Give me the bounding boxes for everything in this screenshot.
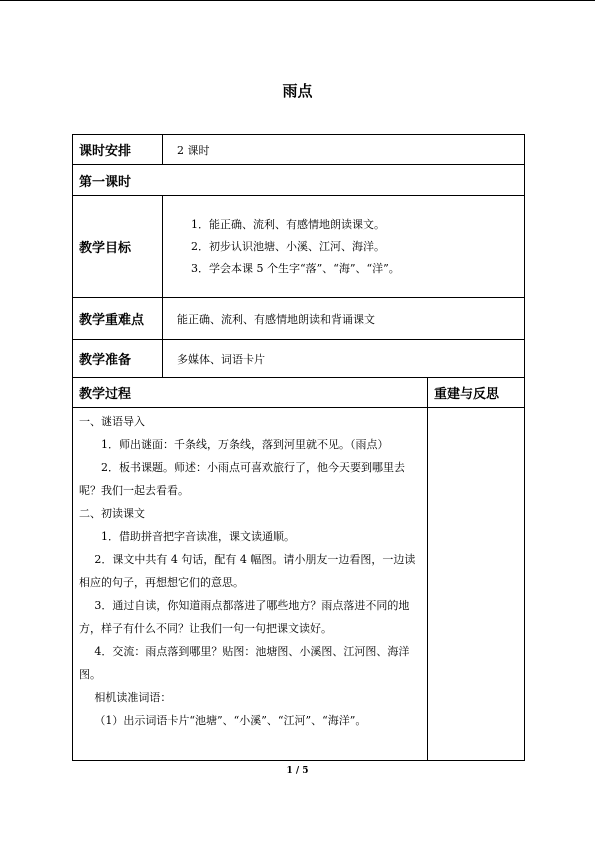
key-points-value: 能正确、流利、有感情地朗读和背诵课文 xyxy=(163,298,525,340)
goals-label: 教学目标 xyxy=(73,196,163,298)
process-step: 4．交流：雨点落到哪里？贴图：池塘图、小溪图、江河图、海洋图。 xyxy=(79,645,410,681)
preparation-value: 多媒体、词语卡片 xyxy=(163,340,525,378)
process-step: 相机读准词语： xyxy=(94,691,172,704)
hours-row xyxy=(73,135,525,165)
process-step: 3．通过自读，你知道雨点都落进了哪些地方？雨点落进不同的地方，样子有什么不同？让我们一句一句把课文读好。 xyxy=(79,599,410,635)
process-step: 1．借助拼音把字音读准，课文读通顺。 xyxy=(101,530,295,543)
process-section-heading: 一、谜语导入 xyxy=(79,415,145,428)
goal-item: 1．能正确、流利、有感情地朗读课文。 xyxy=(191,217,385,231)
preparation-label: 教学准备 xyxy=(73,340,163,378)
reflection-label: 重建与反思 xyxy=(428,378,525,408)
process-content xyxy=(73,408,428,761)
goal-item: 2．初步认识池塘、小溪、江河、海洋。 xyxy=(191,239,385,253)
page-top-rule xyxy=(0,0,595,1)
process-step: 1．师出谜面：千条线，万条线，落到河里就不见。（雨点） xyxy=(101,438,389,451)
key-points-row xyxy=(73,298,525,340)
page-number: 1 / 5 xyxy=(286,766,309,776)
goal-item: 3．学会本课 5 个生字“落”、“海”、“洋”。 xyxy=(191,261,400,275)
hours-label: 课时安排 xyxy=(73,135,163,165)
process-step: （1）出示词语卡片“池塘”、“小溪”、“江河”、“海洋”。 xyxy=(94,714,367,727)
key-points-label: 教学重难点 xyxy=(73,298,163,340)
process-step: 2．课文中共有 4 句话，配有 4 幅图。请小朋友一边看图，一边读相应的句子，再想想它们的意思。 xyxy=(79,553,416,589)
goals-list xyxy=(163,196,525,298)
lesson-plan-table xyxy=(72,134,525,761)
process-step: 2．板书课题。师述：小雨点可喜欢旅行了，他今天要到哪里去呢？我们一起去看看。 xyxy=(79,461,405,497)
process-section-heading: 二、初读课文 xyxy=(79,507,145,520)
page-title: 雨点 xyxy=(282,82,313,100)
process-header-row xyxy=(73,378,525,408)
first-lesson-row xyxy=(73,165,525,196)
process-label: 教学过程 xyxy=(73,378,428,408)
preparation-row xyxy=(73,340,525,378)
hours-value: 2 课时 xyxy=(163,135,525,165)
process-content-row xyxy=(73,408,525,761)
reflection-content xyxy=(428,408,525,761)
first-lesson-heading: 第一课时 xyxy=(73,165,525,196)
goals-row xyxy=(73,196,525,298)
